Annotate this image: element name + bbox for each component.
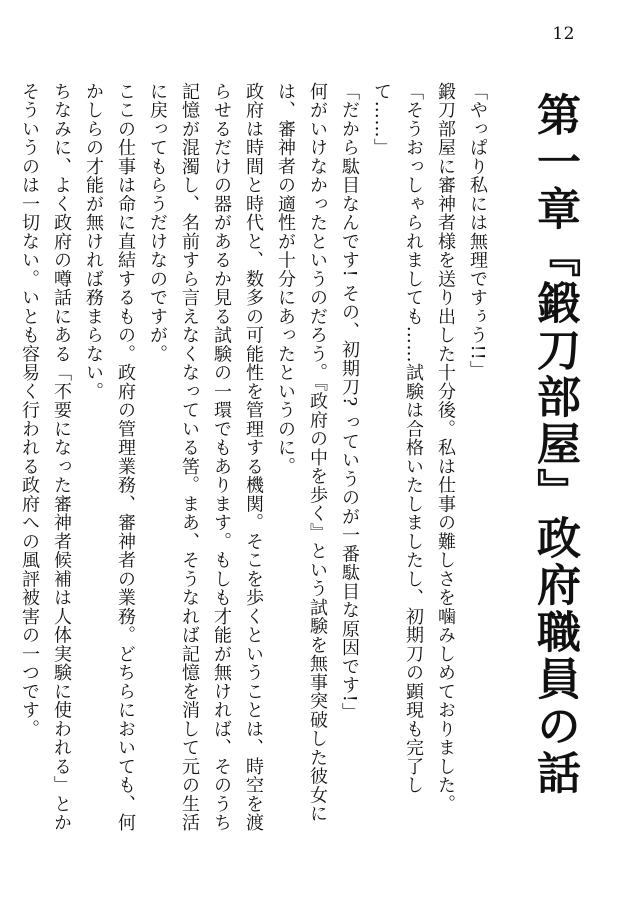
paragraph: 「そうおっしゃられましても……試験は合格いたしましたし、初期刀の顕現も完了して……」: [371, 82, 424, 795]
paragraph: 「やっぱり私には無理ですぅう!!」: [467, 82, 488, 380]
paragraph: 政府は時間と時代と、数多の可能性を管理する機関。そこを歩くということは、時空を渡らせるだけの器があるか見る試験の一環でもあります。もしも才能が無ければ、そのうち記憶が混濁し、名前すら言えなくなっている筈。まあ、そうなれば記憶を消して元の生活に戻ってもらうだけなのですが。: [147, 82, 264, 832]
paragraph: ちなみに、よく政府の噂話にある「不要になった審神者候補は人体実験に使われる」とかそういうのは一切ない。いとも容易く行われる政府への風評被害の一つです。: [19, 82, 72, 832]
chapter-title: 第一章『鍛刀部屋』政府職員の話: [529, 92, 580, 797]
paragraph: 「だから駄目なんです! その、初期刀? っていうのが一番駄目な原因です!」: [339, 82, 360, 722]
body-text: [19, 82, 493, 842]
paragraph: 鍛刀部屋に審神者様を送り出した十分後。私は仕事の難しさを噛みしめておりました。: [435, 82, 456, 814]
paragraph: ここの仕事は命に直結するもの。政府の管理業務、審神者の業務。どちらにおいても、何かしらの才能が無ければ務まらない。: [83, 82, 136, 832]
page-number: 12: [552, 24, 575, 44]
paragraph: 何がいけなかったというのだろう。『政府の中を歩く』という試験を無事突破した彼女には、審神者の適性が十分にあったというのに。: [275, 82, 328, 823]
